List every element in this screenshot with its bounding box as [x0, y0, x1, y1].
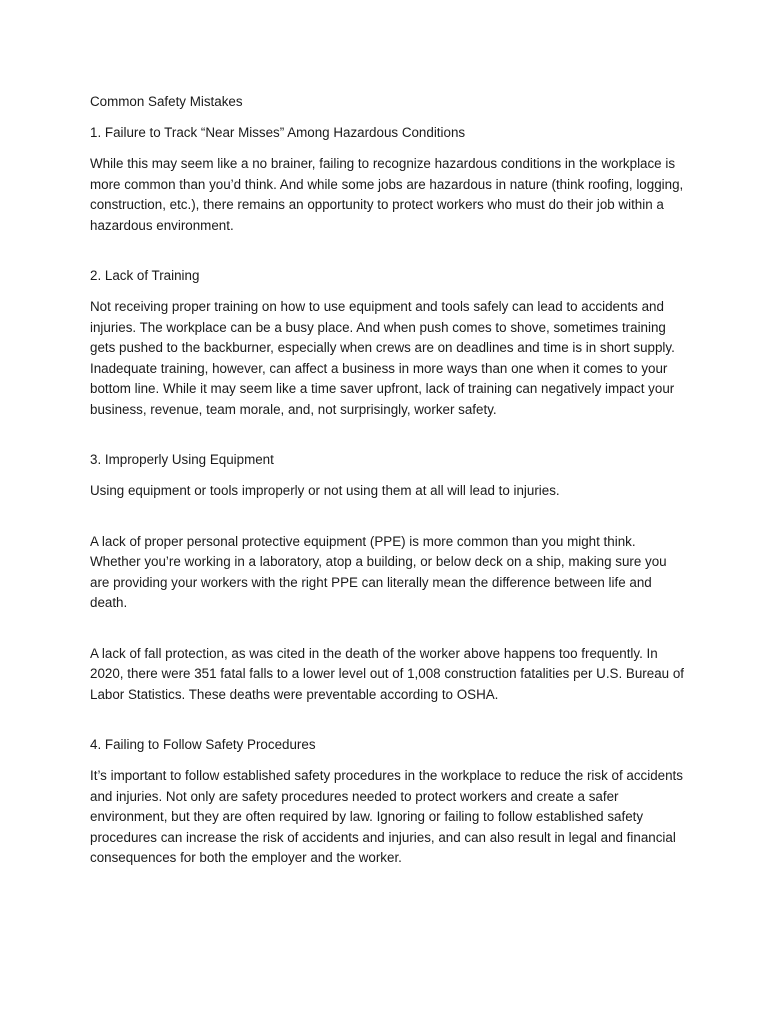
section-heading-4: 4. Failing to Follow Safety Procedures [90, 737, 316, 752]
section-heading-3: 3. Improperly Using Equipment [90, 452, 274, 467]
section-4-paragraph-1: It’s important to follow established safety procedures in the workplace to reduce the risk of accidents and injuries. Not only are safety procedures needed to protect workers and create a safer environment, but they are often required by law. Ignoring or failing to follow established safety procedures can increase the risk of accidents and injuries, and can also result in legal and financial consequences for both the employer and the worker. [90, 768, 683, 865]
document-body [90, 92, 688, 879]
section-heading-2: 2. Lack of Training [90, 268, 200, 283]
section-3-paragraph-2: A lack of proper personal protective equipment (PPE) is more common than you might think. Whether you’re working in a laboratory, atop a building, or below deck on a ship, making sure you are providing your workers with the right PPE can literally mean the difference between life and death. [90, 533, 667, 610]
section-3-paragraph-1: Using equipment or tools improperly or not using them at all will lead to injuries. [90, 483, 560, 498]
document-title: Common Safety Mistakes [90, 94, 243, 109]
section-2-paragraph-1: Not receiving proper training on how to use equipment and tools safely can lead to accidents and injuries. The workplace can be a busy place. And when push comes to shove, sometimes training gets pushed to the backburner, especially when crews are on deadlines and time is in short supply. Inadequate training, however, can affect a business in more ways than one when it comes to your bottom line. While it may seem like a time saver upfront, lack of training can negatively impact your business, revenue, team morale, and, not surprisingly, worker safety. [90, 299, 675, 417]
section-3-paragraph-3: A lack of fall protection, as was cited in the death of the worker above happens too frequently. In 2020, there were 351 fatal falls to a lower level out of 1,008 construction fatalities per U.S. Bureau of Labor Statistics. These deaths were preventable according to OSHA. [90, 645, 684, 702]
section-1-paragraph-1: While this may seem like a no brainer, failing to recognize hazardous conditions in the workplace is more common than you’d think. And while some jobs are hazardous in nature (think roofing, logging, construction, etc.), there remains an opportunity to protect workers who must do their job within a hazardous environment. [90, 156, 684, 233]
section-heading-1: 1. Failure to Track “Near Misses” Among Hazardous Conditions [90, 125, 466, 140]
